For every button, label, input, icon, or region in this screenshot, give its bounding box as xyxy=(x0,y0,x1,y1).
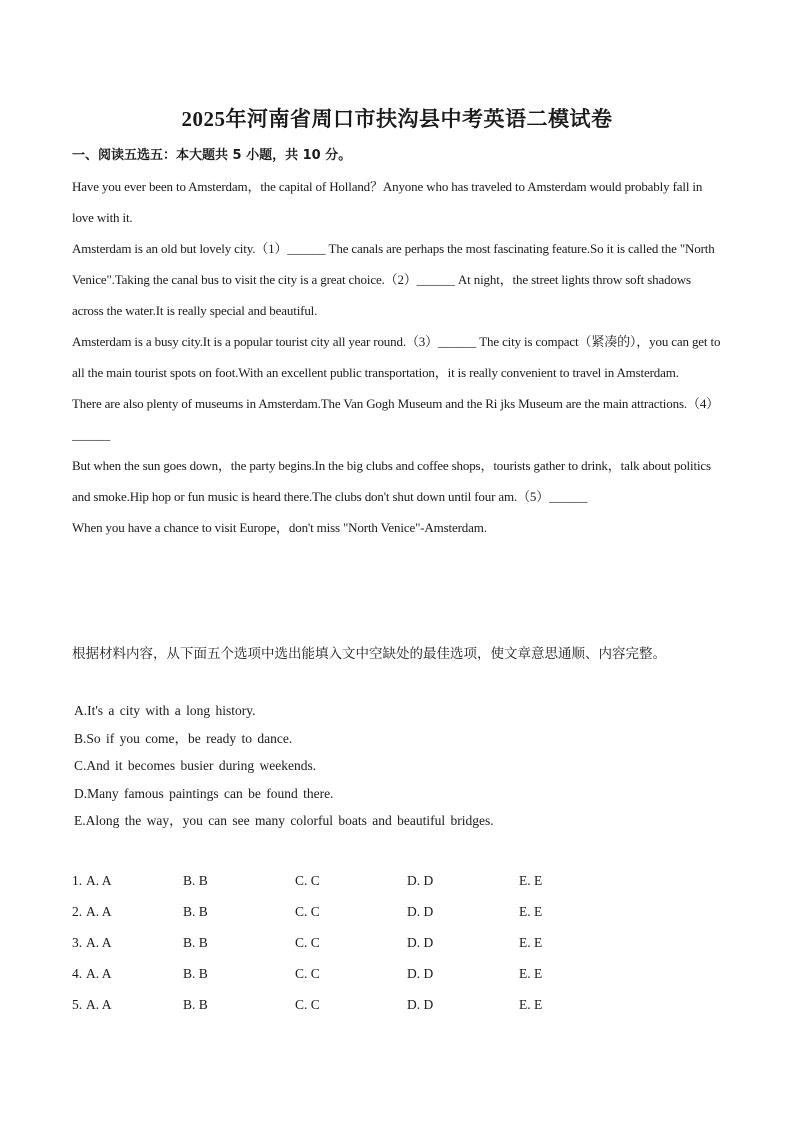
choice-c[interactable]: C. C xyxy=(295,997,320,1012)
question-number: 3. xyxy=(72,935,83,950)
question-number: 1. xyxy=(72,873,83,888)
question-number: 5. xyxy=(72,997,83,1012)
choice-a[interactable]: A. A xyxy=(86,966,112,981)
choice-c[interactable]: C. C xyxy=(295,935,320,950)
choice-d[interactable]: D. D xyxy=(407,997,434,1012)
option-item: C.And it becomes busier during weekends. xyxy=(74,758,317,774)
choice-b[interactable]: B. B xyxy=(183,966,208,981)
choice-a[interactable]: A. A xyxy=(86,997,112,1012)
choice-e[interactable]: E. E xyxy=(519,997,543,1012)
instruction-text: 根据材料内容，从下面五个选项中选出能填入文中空缺处的最佳选项，使文章意思通顺、内容完整。 xyxy=(72,646,666,662)
passage-paragraph: Have you ever been to Amsterdam，the capital of Holland？Anyone who has traveled to Amsterdam would probably fall in love with it. xyxy=(72,179,703,225)
option-item: E.Along the way，you can see many colorful boats and beautiful bridges. xyxy=(74,813,494,829)
passage-paragraph: Amsterdam is a busy city.It is a popular tourist city all year round.（3）______ The city is compact（紧凑的），you can get to all the main tourist spots on foot.With an excellent public transportation，it is really convenient to travel in Amsterdam. xyxy=(72,334,721,380)
section-heading: 一、阅读五选五：本大题共 5 小题，共 10 分。 xyxy=(72,148,352,163)
choice-d[interactable]: D. D xyxy=(407,935,434,950)
passage-paragraph: Amsterdam is an old but lovely city.（1）______ The canals are perhaps the most fascinating feature.So it is called the "North Venice".Taking the canal bus to visit the city is a great choice.（2）______ At night，the street lights throw soft shadows across the water.It is really special and beautiful. xyxy=(72,241,715,318)
choice-b[interactable]: B. B xyxy=(183,904,208,919)
question-number: 2. xyxy=(72,904,83,919)
choice-e[interactable]: E. E xyxy=(519,966,543,981)
choice-d[interactable]: D. D xyxy=(407,904,434,919)
reading-passage xyxy=(72,171,722,543)
choice-a[interactable]: A. A xyxy=(86,873,112,888)
choice-d[interactable]: D. D xyxy=(407,873,434,888)
passage-paragraph: There are also plenty of museums in Amsterdam.The Van Gogh Museum and the Ri jks Museum are the main attractions.（4）______ xyxy=(72,396,720,442)
option-item: A.It's a city with a long history. xyxy=(74,703,256,718)
choice-e[interactable]: E. E xyxy=(519,873,543,888)
option-item: D.Many famous paintings can be found there. xyxy=(74,785,334,801)
choice-a[interactable]: A. A xyxy=(86,935,112,950)
option-list xyxy=(74,697,494,835)
question-number: 4. xyxy=(72,966,83,981)
passage-paragraph: When you have a chance to visit Europe，don't miss "North Venice"-Amsterdam. xyxy=(72,520,487,535)
choice-c[interactable]: C. C xyxy=(295,873,320,888)
option-item: B.So if you come，be ready to dance. xyxy=(74,730,293,746)
choice-a[interactable]: A. A xyxy=(86,904,112,919)
choice-c[interactable]: C. C xyxy=(295,966,320,981)
choice-e[interactable]: E. E xyxy=(519,935,543,950)
passage-paragraph: But when the sun goes down，the party begins.In the big clubs and coffee shops，tourists gather to drink，talk about politics and smoke.Hip hop or fun music is heard there.The clubs don't shut down until four am.（5）______ xyxy=(72,458,711,504)
choice-b[interactable]: B. B xyxy=(183,997,208,1012)
page-title: 2025年河南省周口市扶沟县中考英语二模试卷 xyxy=(181,107,613,131)
choice-b[interactable]: B. B xyxy=(183,935,208,950)
choice-c[interactable]: C. C xyxy=(295,904,320,919)
choice-b[interactable]: B. B xyxy=(183,873,208,888)
choice-e[interactable]: E. E xyxy=(519,904,543,919)
choice-d[interactable]: D. D xyxy=(407,966,434,981)
